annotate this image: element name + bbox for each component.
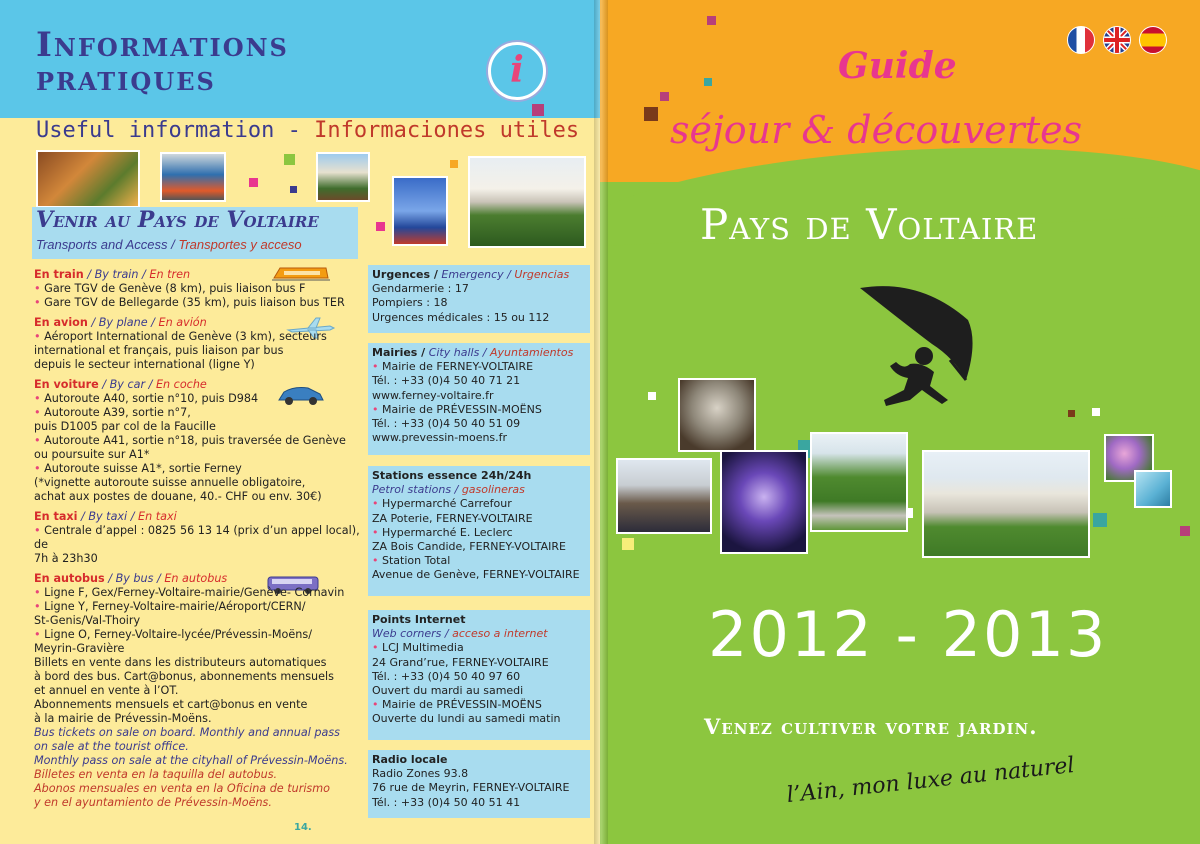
text-line: 76 rue de Meyrin, FERNEY-VOLTAIRE [372,781,570,795]
text-line: Billets en vente dans les distributeurs automatiques [34,656,327,669]
market-photo [36,150,140,208]
sculpture-photo [720,450,808,554]
modern-building-photo [392,176,448,246]
list-item: • Gare TGV de Genève (8 km), puis liaison bus F [34,282,364,296]
title-line-1: Informations [36,25,289,65]
text-line: 7h à 23h30 [34,552,98,565]
village-photo [316,152,370,202]
plane-heading [34,316,364,330]
book-spine [594,0,608,844]
heading-fr: En taxi [34,510,78,523]
text-line: Urgences médicales : 15 ou 112 [372,310,550,324]
text-line: à bord des bus. Cart@bonus, abonnements mensuels [34,670,334,683]
text-line: St-Genis/Val-Thoiry [34,614,141,627]
guide-title: Guide [838,45,957,87]
text-line: 24 Grand’rue, FERNEY-VOLTAIRE [372,655,549,669]
ain-tagline-logo: l’Ain, mon luxe au naturel [785,752,1076,809]
deco-square [284,154,295,165]
list-item: • Autoroute A41, sortie n°18, puis traversée de Genève [34,434,364,448]
list-item: • Ligne O, Ferney-Voltaire-lycée/Prévessin-Moëns/ [34,628,364,642]
destination-title: Pays de Voltaire [700,200,1039,249]
heading-en: / By taxi / [77,510,139,523]
text-line: Ouvert du mardi au samedi [372,684,524,698]
list-item: • Mairie de PRÉVESSIN-MOËNS [372,403,586,417]
text-line: Gendarmerie : 17 [372,282,469,296]
page-number: 14. [294,822,312,833]
subtitle-en: Useful information - [36,118,315,143]
uk-flag-icon[interactable] [1103,26,1131,54]
bus-section [34,572,364,810]
heading-es: En taxi [138,510,177,523]
right-page [600,0,1200,844]
text-line-en: Bus tickets on sale on board. Monthly and annual pass [34,726,340,739]
text-line: achat aux postes de douane, 40.- CHF ou env. 30€) [34,490,322,503]
deco-square [376,222,385,231]
text-line: depuis le secteur international (ligne Y) [34,358,255,371]
taxi-section [34,510,364,566]
subheading-en: Petrol stations / [372,483,462,497]
text-line: www.prevessin-moens.fr [372,431,508,445]
mairies-box [368,343,590,455]
deco-square [707,16,716,25]
box-subheading [372,627,586,641]
deco-square [1093,513,1107,527]
text-line: à la mairie de Prévessin-Moëns. [34,712,212,725]
text-line: Tél. : +33 (0)4 50 40 51 41 [372,795,521,809]
crowd-photo [616,458,712,534]
text-line: Tél. : +33 (0)4 50 40 51 09 [372,417,521,431]
text-line: ou poursuite sur A1* [34,448,150,461]
list-item: • Mairie de PRÉVESSIN-MOËNS [372,698,586,712]
taxi-heading [34,510,364,524]
text-line-en: on sale at the tourist office. [34,740,189,753]
heading-es: Ayuntamientos [490,346,574,359]
heading-es: En avión [158,316,207,329]
deco-square [660,92,669,101]
list-item: • Station Total [372,554,586,568]
tree-alley-photo [810,432,908,532]
guide-subtitle: séjour & découvertes [670,108,1083,152]
car-section [34,378,364,504]
text-line: ZA Poterie, FERNEY-VOLTAIRE [372,511,533,525]
list-item: • LCJ Multimedia [372,641,586,655]
deco-square [532,104,544,116]
info-icon: i [488,42,546,100]
water-photo [1134,470,1172,508]
heading-en: Emergency / [437,268,515,281]
heading-fr: En voiture [34,378,99,391]
list-item: • Autoroute suisse A1*, sortie Ferney [34,462,364,476]
text-line: international et français, puis liaison par bus [34,344,284,357]
list-item: • Mairie de FERNEY-VOLTAIRE [372,360,586,374]
venir-header [32,207,358,259]
heading-es: En coche [155,378,207,391]
text-line: et annuel en vente à l’OT. [34,684,179,697]
box-heading [372,346,586,360]
list-item: • Aéroport International de Genève (3 km), secteurs [34,330,364,344]
box-heading [372,268,586,282]
heading-es: En autobus [164,572,228,585]
subheading-es: acceso a internet [452,627,548,641]
text-line-en: Monthly pass on sale at the cityhall of Prévessin-Moëns. [34,754,348,767]
bust-photo [678,378,756,452]
venir-subtitle [36,237,302,252]
chateau-garden-photo [468,156,586,248]
heading-en: / By car / [98,378,156,391]
deco-square [1092,408,1100,416]
deco-square [249,178,258,187]
bus-photo [160,152,226,202]
list-item: • Ligne Y, Ferney-Voltaire-mairie/Aéroport/CERN/ [34,600,364,614]
list-item: • Autoroute A39, sortie n°7, [34,406,364,420]
text-line: Tél. : +33 (0)4 50 40 97 60 [372,669,521,683]
text-line: Meyrin-Gravière [34,642,125,655]
heading-fr: En autobus [34,572,105,585]
left-subtitle [36,118,579,143]
list-item: • Centrale d’appel : 0825 56 13 14 (prix d’un appel local), de [34,524,364,552]
list-item: • Hypermarché Carrefour [372,497,586,511]
list-item: • Ligne F, Gex/Ferney-Voltaire-mairie/Genève- Cornavin [34,586,364,600]
voltaire-quill-silhouette-icon [850,282,980,418]
bus-heading [34,572,364,586]
text-line-es: y en el ayuntamiento de Prévessin-Moëns. [34,796,272,809]
text-line: ZA Bois Candide, FERNEY-VOLTAIRE [372,540,566,554]
heading-fr: En avion [34,316,88,329]
deco-square [644,107,658,121]
box-heading: Radio locale [372,753,448,766]
heading-es: Urgencias [514,268,570,281]
text-line: Tél. : +33 (0)4 50 40 71 21 [372,374,521,388]
subheading-es: gasolineras [461,483,525,497]
stations-box [368,466,590,596]
text-line-es: Billetes en venta en la taquilla del autobus. [34,768,278,781]
deco-square [1068,410,1075,417]
heading-fr: Mairies / [372,346,426,359]
transport-sections [34,262,364,810]
deco-square [450,160,458,168]
edition-years: 2012 - 2013 [708,598,1108,671]
heading-es: En tren [149,268,191,281]
text-line: Radio Zones 93.8 [372,767,469,781]
chateau-photo [922,450,1090,558]
subheading-en: Web corners / [372,627,453,641]
deco-square [704,78,712,86]
venir-sub-es: Transportes y acceso [178,237,302,252]
text-line: Avenue de Genève, FERNEY-VOLTAIRE [372,568,580,582]
plane-section [34,316,364,372]
title-line-2: pratiques [36,59,216,99]
list-item: • Hypermarché E. Leclerc [372,526,586,540]
urgences-box [368,265,590,333]
deco-square [622,538,634,550]
text-line: Ouverte du lundi au samedi matin [372,712,561,726]
venir-sub-en: Transports and Access / [36,237,179,252]
heading-fr: Urgences / [372,268,438,281]
text-line: Pompiers : 18 [372,296,448,310]
deco-square [290,186,297,193]
internet-box [368,610,590,740]
slogan: Venez cultiver votre jardin. [704,714,1038,739]
box-subheading [372,483,586,497]
heading-fr: En train [34,268,84,281]
box-heading: Points Internet [372,613,466,626]
deco-square [648,392,656,400]
text-line-es: Abonos mensuales en venta en la Oficina de turismo [34,782,331,795]
text-line: www.ferney-voltaire.fr [372,388,494,402]
deco-square [1180,526,1190,536]
left-title [36,25,436,99]
box-heading: Stations essence 24h/24h [372,469,532,482]
french-flag-icon[interactable] [1067,26,1095,54]
list-item: • Autoroute A40, sortie n°10, puis D984 [34,392,364,406]
venir-title: Venir au Pays de Voltaire [36,207,319,233]
text-line: puis D1005 par col de la Faucille [34,420,216,433]
spanish-flag-icon[interactable] [1139,26,1167,54]
heading-en: / By bus / [104,572,165,585]
radio-box [368,750,590,818]
subtitle-es: Informaciones utiles [314,118,580,143]
heading-en: / By train / [83,268,150,281]
text-line: Abonnements mensuels et cart@bonus en vente [34,698,308,711]
heading-en: / By plane / [87,316,159,329]
car-heading [34,378,364,392]
uk-flag-graphic [1104,27,1130,53]
train-section [34,268,364,310]
heading-en: City halls / [425,346,491,359]
train-heading [34,268,364,282]
text-line: (*vignette autoroute suisse annuelle obligatoire, [34,476,306,489]
list-item: • Gare TGV de Bellegarde (35 km), puis liaison bus TER [34,296,364,310]
